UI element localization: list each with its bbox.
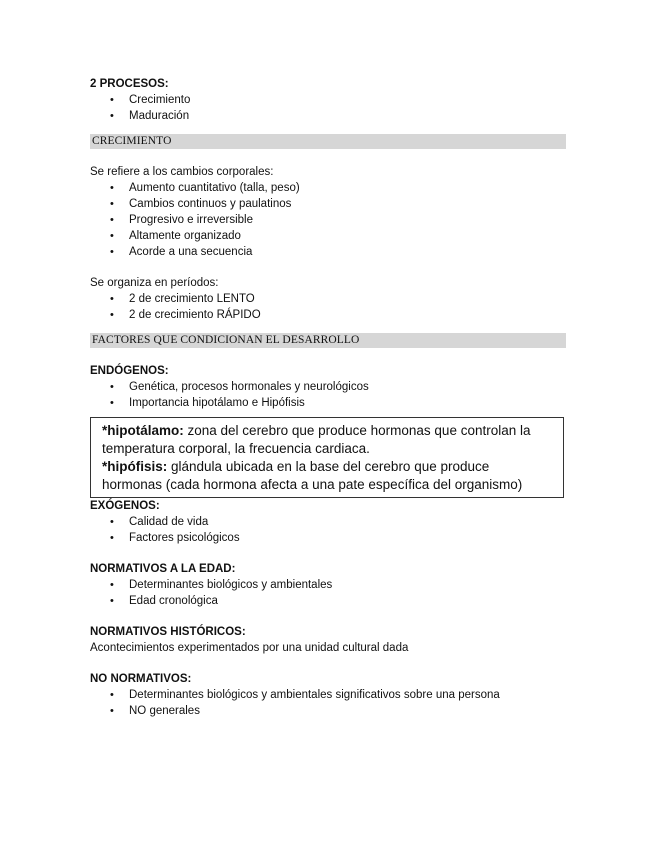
list-item: • Calidad de vida bbox=[90, 514, 566, 530]
list-item: • Genética, procesos hormonales y neurológicos bbox=[90, 379, 566, 395]
hipofisis-term: *hipófisis: bbox=[102, 459, 168, 474]
list-item: • Progresivo e irreversible bbox=[90, 212, 566, 228]
list-item: • Determinantes biológicos y ambientales bbox=[90, 577, 566, 593]
crecimiento-section-bar: CRECIMIENTO bbox=[90, 134, 566, 149]
procesos-list bbox=[90, 92, 566, 124]
list-item: • NO generales bbox=[90, 703, 566, 719]
hipofisis-definition bbox=[102, 458, 553, 494]
exogenos-list bbox=[90, 514, 566, 546]
hipotalamo-term: *hipotálamo: bbox=[102, 423, 184, 438]
factores-section-bar: FACTORES QUE CONDICIONAN EL DESARROLLO bbox=[90, 333, 566, 348]
list-item: • Edad cronológica bbox=[90, 593, 566, 609]
exogenos-heading: EXÓGENOS: bbox=[90, 500, 160, 512]
no-normativos-heading: NO NORMATIVOS: bbox=[90, 673, 192, 685]
list-item: • Factores psicológicos bbox=[90, 530, 566, 546]
crecimiento-list bbox=[90, 180, 566, 260]
list-item: • Determinantes biológicos y ambientales significativos sobre una persona bbox=[90, 687, 566, 703]
hipotalamo-def-text: zona del cerebro que produce hormonas que controlan la temperatura corporal, la frecuencia cardiaca. bbox=[102, 423, 531, 456]
endogenos-list bbox=[90, 379, 566, 411]
document-page bbox=[90, 76, 566, 719]
crecimiento-intro: Se refiere a los cambios corporales: bbox=[90, 166, 274, 178]
list-item: • 2 de crecimiento LENTO bbox=[90, 291, 566, 307]
list-item: • Aumento cuantitativo (talla, peso) bbox=[90, 180, 566, 196]
procesos-heading: 2 PROCESOS: bbox=[90, 78, 169, 90]
normativos-historicos-heading: NORMATIVOS HISTÓRICOS: bbox=[90, 626, 246, 638]
hipofisis-def-text: glándula ubicada en la base del cerebro que produce hormonas (cada hormona afecta a una pate específica del organismo) bbox=[102, 459, 523, 492]
list-item: • Crecimiento bbox=[90, 92, 566, 108]
normativos-edad-list bbox=[90, 577, 566, 609]
endogenos-heading: ENDÓGENOS: bbox=[90, 365, 169, 377]
normativos-edad-heading: NORMATIVOS A LA EDAD: bbox=[90, 563, 236, 575]
normativos-historicos-text: Acontecimientos experimentados por una unidad cultural dada bbox=[90, 642, 409, 654]
definition-note-box bbox=[90, 417, 564, 498]
list-item: • Importancia hipotálamo e Hipófisis bbox=[90, 395, 566, 411]
periodos-intro: Se organiza en períodos: bbox=[90, 277, 219, 289]
hipotalamo-definition bbox=[102, 422, 553, 458]
list-item: • Altamente organizado bbox=[90, 228, 566, 244]
no-normativos-list bbox=[90, 687, 566, 719]
list-item: • 2 de crecimiento RÁPIDO bbox=[90, 307, 566, 323]
list-item: • Cambios continuos y paulatinos bbox=[90, 196, 566, 212]
periodos-list bbox=[90, 291, 566, 323]
list-item: • Maduración bbox=[90, 108, 566, 124]
list-item: • Acorde a una secuencia bbox=[90, 244, 566, 260]
